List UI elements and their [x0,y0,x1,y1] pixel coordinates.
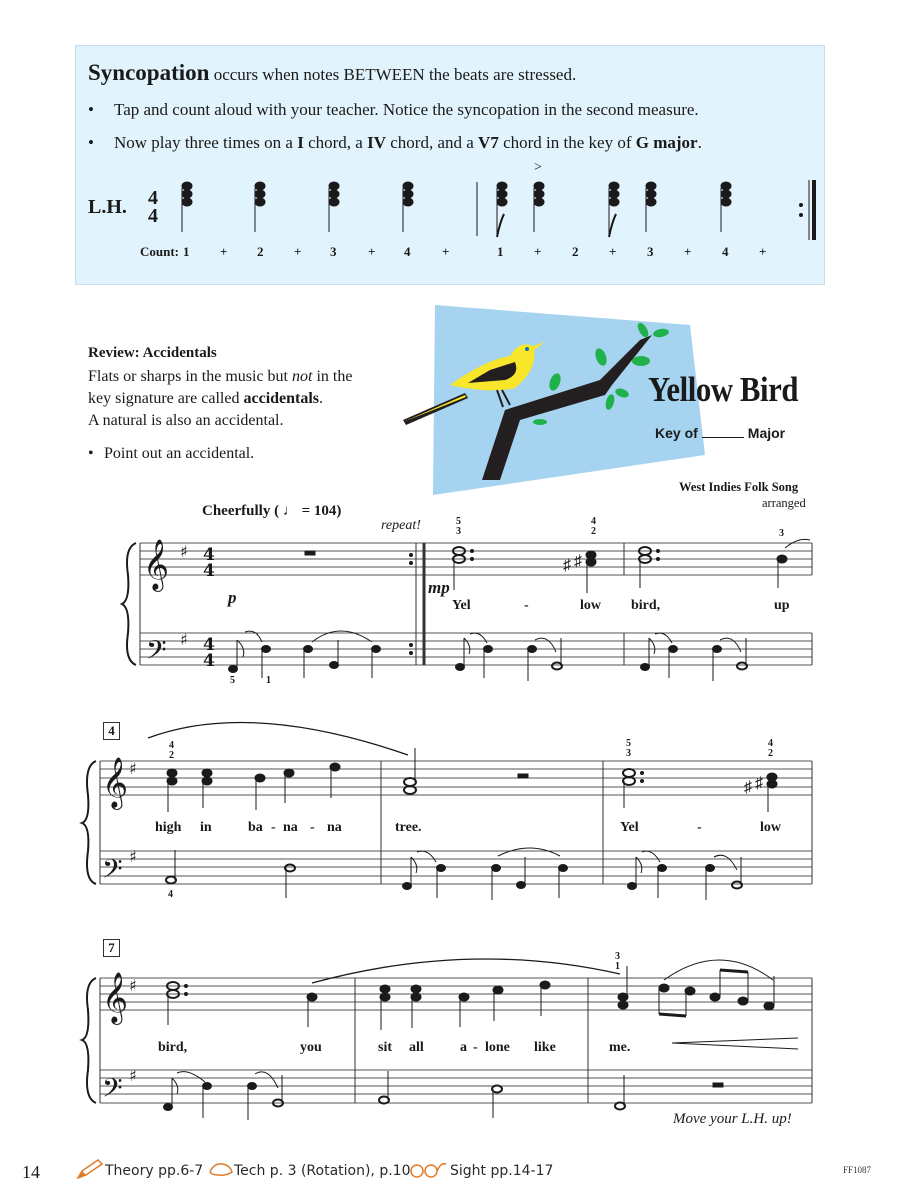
finger-number: 5 [626,738,631,749]
chord-iv: IV [367,133,386,152]
bass-clef-icon: 𝄢 [102,853,123,891]
count-beat: 1 [497,244,504,259]
key-signature-sharp: ♯ [180,630,188,649]
bass-clef-icon: 𝄢 [146,634,167,672]
instruction-bullet-2: • Now play three times on a I chord, a IV chord, and a V7 chord in the key of G major. [88,133,702,152]
half-rest [713,1083,723,1087]
song-title: Yellow Bird [648,370,799,409]
count-beat: 2 [572,244,579,259]
bullet-text: . [697,133,702,152]
song-origin: West Indies Folk Song [679,480,799,494]
finger-number: 4 [768,738,773,749]
lyric: sit [378,1040,392,1055]
bullet-text: chord, a [303,133,368,152]
repeat-instruction: repeat! [381,518,421,533]
lyric: tree. [395,820,422,835]
system-1-bass-staff [140,633,812,665]
key-signature-sharp: ♯ [129,976,137,995]
finger-number: 2 [591,526,596,537]
system-3-treble-staff [100,978,812,1010]
hand-icon [208,1160,234,1178]
lyric: in [200,820,212,835]
finger-number: 1 [615,961,620,972]
lyric: me. [609,1040,631,1055]
svg-text:4: 4 [203,651,215,671]
arranged-credit: arranged [762,496,806,510]
sharp-accidental: ♯ [574,553,582,570]
lyric: lone [485,1040,510,1055]
lyric: you [300,1040,322,1055]
lyric: low [580,598,601,613]
fingering [768,739,773,759]
count-and: + [609,244,617,259]
quarter-note-icon: ♩ [282,503,298,519]
syncopation-term: Syncopation [88,60,210,85]
key-signature-sharp: ♯ [129,1066,137,1085]
bullet-text: chord in the key of [498,133,636,152]
sight-reference: Sight pp.14-17 [450,1163,554,1179]
lyric: - [271,820,276,835]
key-label: Key of [655,425,698,441]
lyric: - [524,598,529,613]
left-hand-label: L.H. [88,196,127,218]
bullet-text: Point out an accidental. [104,445,255,462]
lyric: all [409,1040,424,1055]
finger-number: 3 [615,951,620,962]
bullet-text: Now play three times on a [114,133,298,152]
finger-number: 3 [779,528,784,539]
bullet-text: chord, and a [385,133,479,152]
review-line-3: A natural is also an accidental. [88,412,284,429]
count-and: + [294,244,302,259]
treble-clef-icon: 𝄞 [102,972,129,1023]
lh-fingering: 5 [230,675,235,686]
page-number: 14 [22,1162,40,1182]
half-rest [518,774,528,778]
time-sig-top: 4 [148,187,158,209]
key-signature-sharp: ♯ [129,847,137,866]
lyric: na [283,820,298,835]
fingering [591,517,596,537]
count-beat: 1 [183,244,190,259]
finger-number: 3 [626,748,631,759]
svg-text:4: 4 [203,635,215,655]
lyric: bird, [631,598,661,613]
lyric: low [760,820,781,835]
time-signature: 4 [203,545,215,565]
lyric: Yel [620,820,639,835]
count-and: + [220,244,228,259]
key-label: Major [747,425,786,441]
theory-reference: Theory pp.6-7 [105,1163,204,1179]
key-signature-sharp: ♯ [129,759,137,778]
key-g-major: G major [635,133,698,152]
system-1-treble-staff [140,543,812,575]
review-text: key signature are called [88,390,244,407]
definition-text: occurs when notes BETWEEN the beats are stressed. [209,65,577,84]
sharp-accidental: ♯ [563,557,571,574]
fingering [456,517,461,537]
lyric: Yel [452,598,471,613]
count-and: + [684,244,692,259]
count-beat: 2 [257,244,264,259]
count-and: + [442,244,450,259]
review-text: Flats or sharps in the music but [88,368,292,385]
count-label: Count: [140,244,180,259]
finger-number: 2 [169,750,174,761]
fingering [615,952,620,972]
fingering [779,529,784,539]
lyric: - [310,820,315,835]
catalog-code: FF1087 [843,1165,872,1175]
count-and: + [368,244,376,259]
dynamic-piano: p [228,588,237,607]
instruction-bullet-1: • Tap and count aloud with your teacher. Notice the syncopation in the second measure. [88,100,699,119]
glasses-icon [408,1160,448,1178]
lyric: ba [248,820,263,835]
sharp-accidental: ♯ [744,779,752,796]
count-beat: 3 [647,244,654,259]
lyric: - [473,1040,478,1055]
time-sig-bottom: 4 [148,205,158,227]
tempo-text: Cheerfully ( [202,503,280,519]
count-beat: 3 [330,244,337,259]
bass-clef-icon: 𝄢 [102,1072,123,1110]
count-beat: 4 [722,244,729,259]
lyric: a [460,1040,467,1055]
accent-mark: > [534,160,542,175]
lyric: high [155,820,182,835]
lh-fingering: 4 [168,889,173,900]
review-bullet: • Point out an accidental. [88,445,255,462]
count-beat: 4 [404,244,411,259]
count-and: + [759,244,767,259]
review-emphasis: not [291,368,313,385]
sharp-accidental: ♯ [755,775,763,792]
lyric: bird, [158,1040,188,1055]
finger-number: 5 [456,516,461,527]
tempo-value: = 104) [301,503,342,519]
tech-reference: Tech p. 3 (Rotation), p.10 [234,1163,411,1179]
svg-text:4: 4 [203,561,215,581]
lyric: na [327,820,342,835]
finger-number: 4 [591,516,596,527]
chord-i: I [297,133,304,152]
pencil-icon [76,1158,104,1180]
measure-number: 4 [103,722,120,740]
finger-number: 2 [768,748,773,759]
review-text: . [319,390,324,407]
key-signature-sharp: ♯ [180,542,188,561]
finger-number: 3 [456,526,461,537]
treble-clef-icon: 𝄞 [143,539,170,590]
fingering [626,739,631,759]
review-term: accidentals [243,390,320,407]
treble-clef-icon: 𝄞 [102,757,129,808]
count-and: + [534,244,542,259]
finger-number: 4 [169,740,174,751]
measure-number: 7 [103,939,120,957]
lh-fingering: 1 [266,675,271,686]
chord-v7: V7 [478,133,499,152]
bullet-text: Tap and count aloud with your teacher. Notice the syncopation in the second measure. [114,100,699,119]
lyric: - [697,820,702,835]
review-heading: Review: Accidentals [88,345,217,361]
lh-instruction: Move your L.H. up! [673,1111,792,1127]
lyric: up [774,598,790,613]
fingering [169,741,174,761]
whole-rest [305,551,315,555]
dynamic-mezzo-piano: mp [428,578,450,597]
review-text: in the [312,368,353,385]
lyric: like [534,1040,556,1055]
